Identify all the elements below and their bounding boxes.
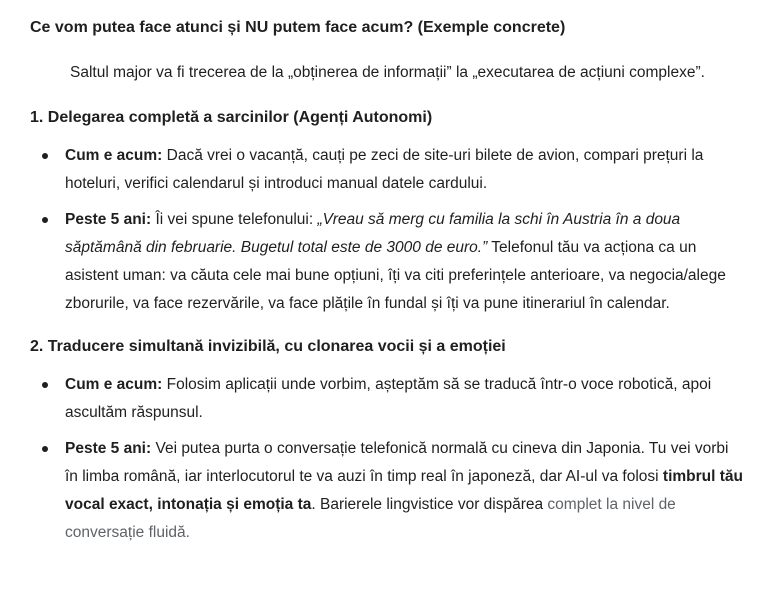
- item-label: Cum e acum:: [65, 147, 163, 164]
- intro-quote: Saltul major va fi trecerea de la „obținerea de informații” la „executarea de acțiuni complexe”.: [70, 64, 705, 81]
- list-item: [30, 435, 745, 547]
- document-content: [30, 14, 745, 555]
- item-text: Îi vei spune telefonului:: [151, 211, 318, 228]
- item-quote: „Vreau să merg cu familia la schi în Austria în a doua săptămână din februarie. Bugetul total este de 3000 de euro.”: [65, 211, 681, 256]
- item-label: Peste 5 ani:: [65, 211, 152, 228]
- item-label: Cum e acum:: [65, 376, 163, 393]
- list-item: [30, 142, 745, 198]
- section-1-title: 1. Delegarea completă a sarcinilor (Agenți Autonomi): [30, 109, 433, 126]
- list-item: [30, 371, 745, 427]
- item-text: Dacă vrei o vacanță, cauți pe zeci de site-uri bilete de avion, compari prețuri la hoteluri, verifici calendarul și introduci manual datele cardului.: [65, 147, 704, 192]
- section-1-list: [30, 142, 745, 318]
- item-text: . Barierele lingvistice vor dispărea: [311, 496, 544, 513]
- item-text: Vei putea purta o conversație telefonică normală cu cineva din Japonia. Tu vei vorbi în limba română, iar interlocutorul te va auzi în timp real în japoneză, dar AI-ul va folosi: [65, 440, 729, 485]
- page-heading: Ce vom putea face atunci și NU putem face acum? (Exemple concrete): [30, 19, 566, 36]
- section-2-title: 2. Traducere simultană invizibilă, cu clonarea vocii și a emoției: [30, 338, 506, 355]
- item-text: Folosim aplicații unde vorbim, așteptăm să se traducă într-o voce robotică, apoi ascultăm răspunsul.: [65, 376, 712, 421]
- list-item: [30, 206, 745, 318]
- bullet-icon: [42, 382, 48, 388]
- bullet-icon: [42, 153, 48, 159]
- bullet-icon: [42, 446, 48, 452]
- item-text: Telefonul tău va acționa ca un asistent uman: va căuta cele mai bune opțiuni, îți va citi preferințele anterioare, va negocia/alege zborurile, va face rezervările, va face plățile în fundal și îți va pune itinerariul în calendar.: [65, 239, 726, 312]
- section-2-list: [30, 371, 745, 547]
- item-text-faded: complet la nivel de conversație fluidă.: [65, 496, 676, 541]
- item-label: Peste 5 ani:: [65, 440, 152, 457]
- bullet-icon: [42, 217, 48, 223]
- item-emphasis: timbrul tău vocal exact, intonația și emoția ta: [65, 468, 744, 513]
